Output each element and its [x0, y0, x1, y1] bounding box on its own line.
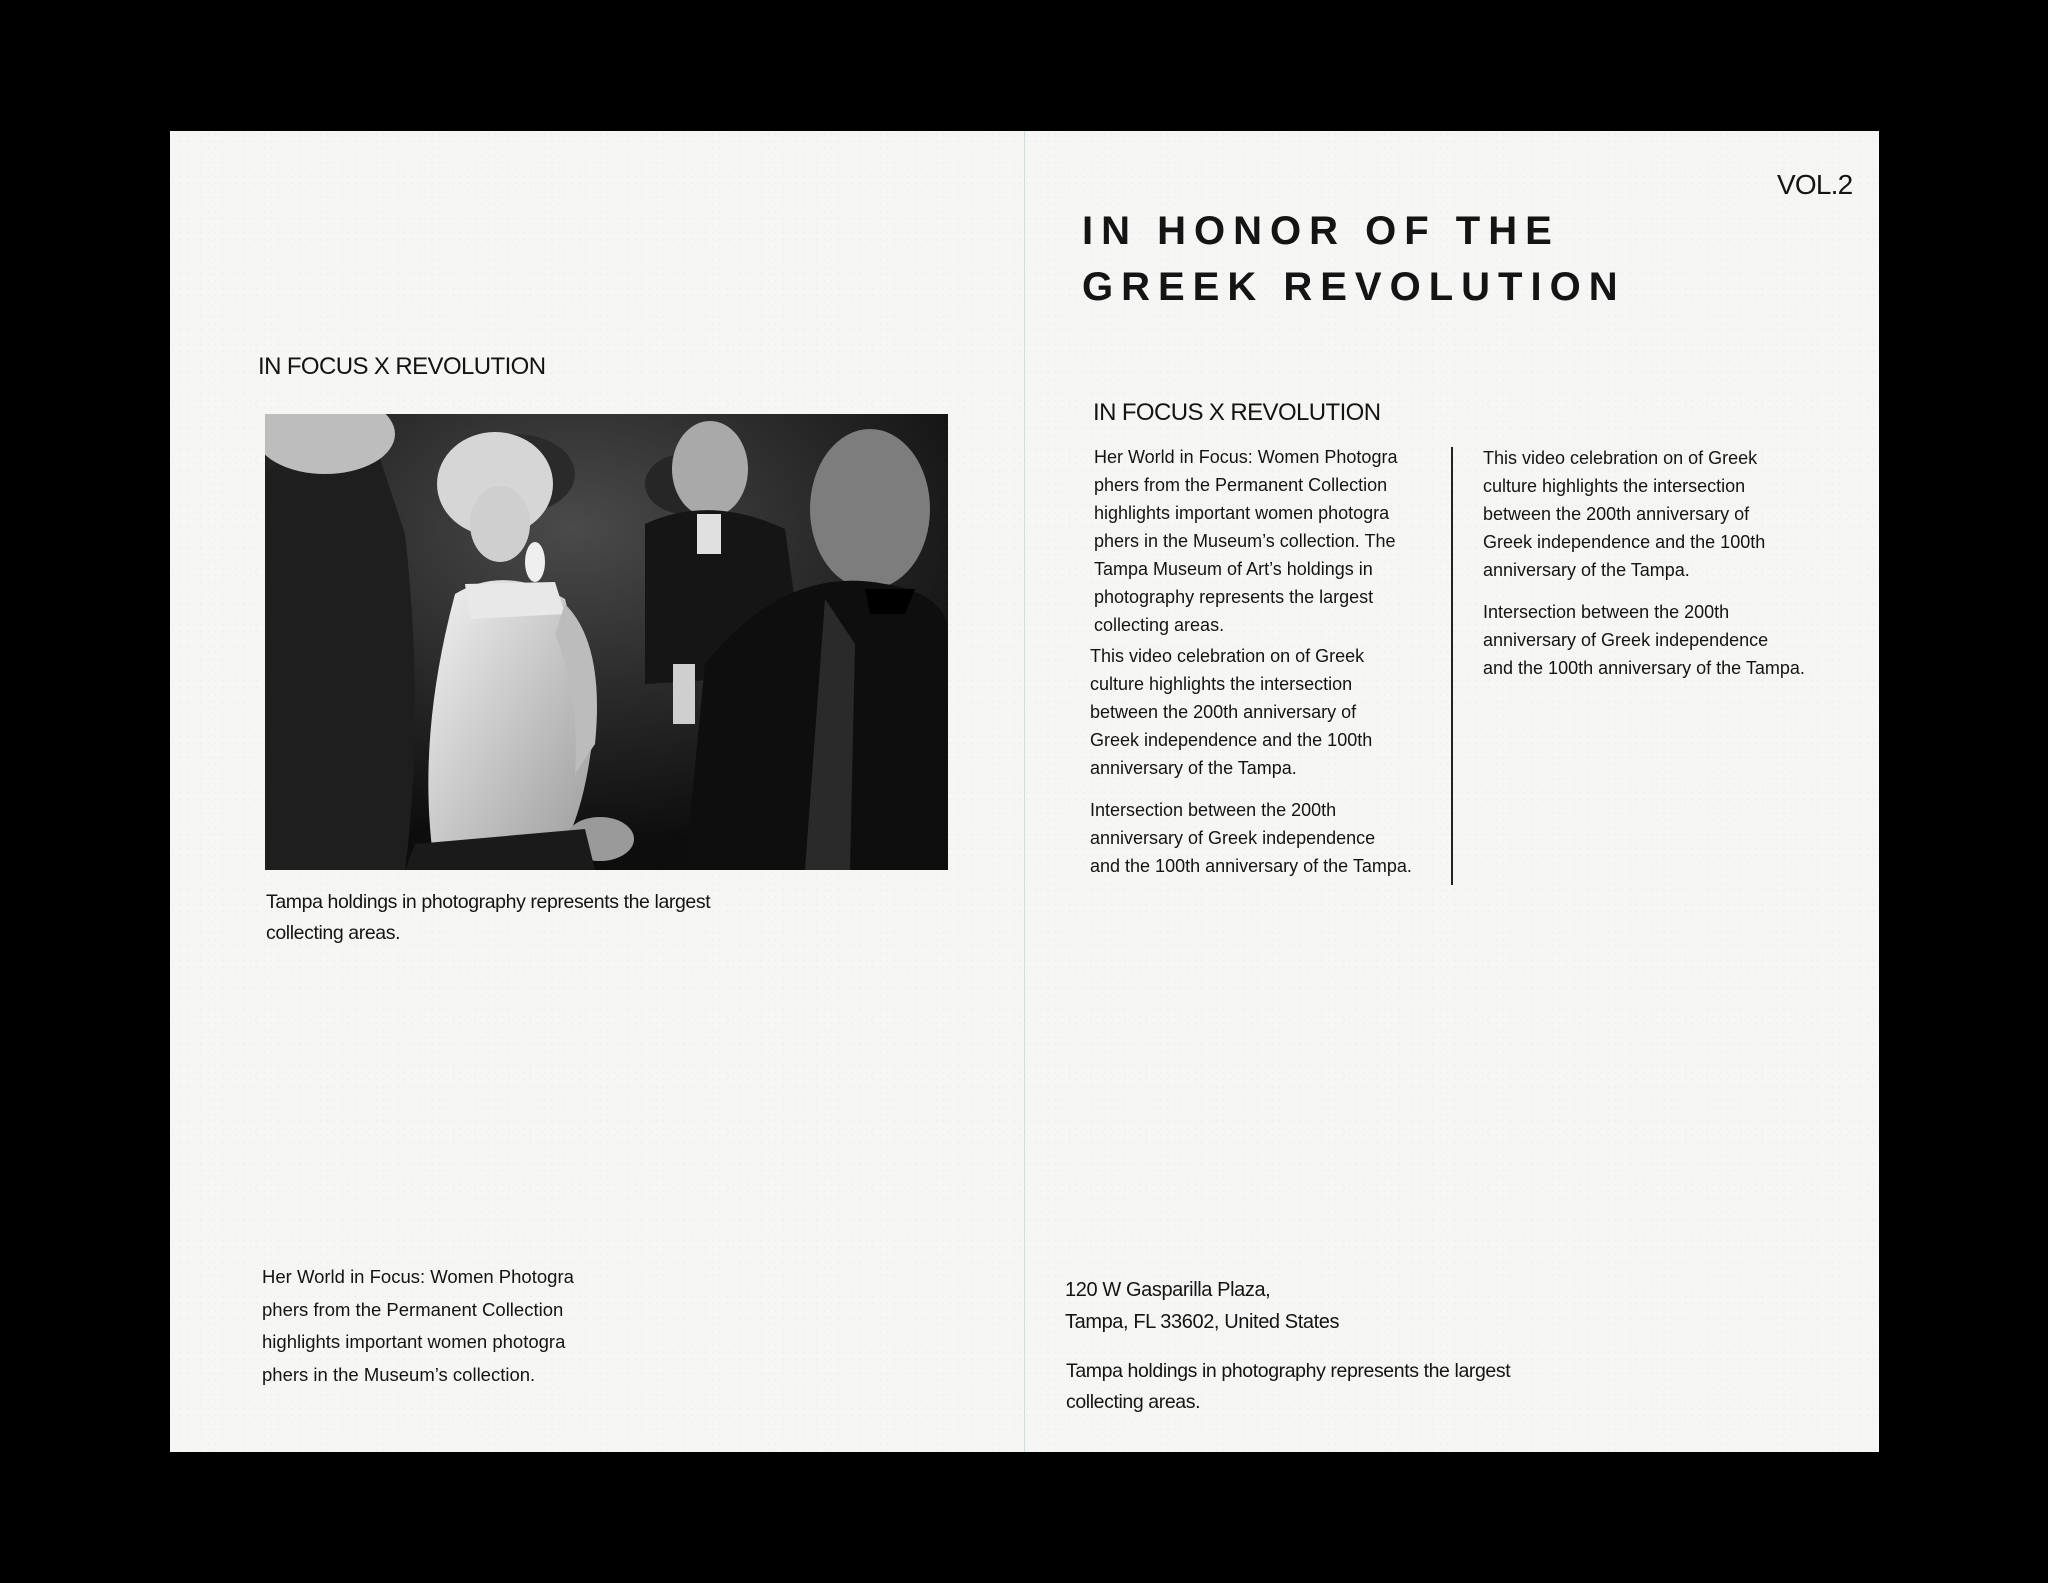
text-line: collecting areas. [1094, 615, 1225, 635]
text-line: and the 100th anniversary of the Tampa. [1090, 856, 1412, 876]
col1-intersection-paragraph [1090, 796, 1412, 880]
title-line: GREEK REVOLUTION [1082, 265, 1626, 309]
text-line: Greek independence and the 100th [1090, 730, 1373, 750]
text-line: highlights important women photogra [262, 1331, 566, 1352]
left-photo-caption: Tampa holdings in photography represents the largest collecting areas. [266, 891, 711, 944]
address-line: 120 W Gasparilla Plaza, [1065, 1279, 1271, 1301]
left-section-heading: IN FOCUS X REVOLUTION [258, 353, 546, 380]
text-line: phers in the Museum’s collection. [262, 1363, 536, 1385]
col1-intro-paragraph [1094, 443, 1397, 639]
col2-video-paragraph [1483, 444, 1765, 584]
address-line: Tampa, FL 33602, United States [1065, 1311, 1340, 1333]
text-line: Intersection between the 200th [1090, 800, 1337, 820]
volume-label: VOL.2 [1777, 169, 1853, 200]
page-title [1082, 203, 1626, 315]
event-photograph [265, 414, 948, 870]
page-fold-line [1024, 131, 1025, 1452]
col2-intersection-paragraph [1483, 598, 1805, 682]
left-bottom-paragraph [262, 1261, 642, 1391]
text-line: culture highlights the intersection [1090, 674, 1353, 694]
text-line: phers from the Permanent Collection [262, 1298, 564, 1320]
text-line: culture highlights the intersection [1483, 476, 1746, 496]
text-line: This video celebration on of Greek [1090, 646, 1365, 666]
text-line: phers from the Permanent Collection [1094, 475, 1388, 495]
text-line: between the 200th anniversary of [1090, 702, 1357, 722]
text-line: photography represents the largest [1094, 587, 1374, 607]
text-line: Greek independence and the 100th [1483, 532, 1766, 552]
text-line: and the 100th anniversary of the Tampa. [1483, 658, 1805, 678]
text-line: highlights important women photogra [1094, 503, 1390, 523]
text-line: Tampa Museum of Art’s holdings in [1094, 559, 1373, 579]
brochure-spread [170, 131, 1879, 1452]
text-line: anniversary of Greek independence [1483, 630, 1769, 650]
text-line: This video celebration on of Greek [1483, 448, 1758, 468]
right-section-heading: IN FOCUS X REVOLUTION [1093, 399, 1381, 426]
text-line: Her World in Focus: Women Photogra [262, 1266, 574, 1287]
right-caption: Tampa holdings in photography represents the largest collecting areas. [1066, 1360, 1511, 1413]
text-line: anniversary of Greek independence [1090, 828, 1376, 848]
text-line: Her World in Focus: Women Photogra [1094, 447, 1398, 467]
text-line: Intersection between the 200th [1483, 602, 1730, 622]
col1-video-paragraph [1090, 642, 1372, 782]
museum-address [1065, 1274, 1339, 1338]
text-line: between the 200th anniversary of [1483, 504, 1750, 524]
title-line: IN HONOR OF THE [1082, 209, 1560, 253]
text-line: anniversary of the Tampa. [1090, 758, 1297, 778]
text-line: phers in the Museum’s collection. The [1094, 531, 1396, 551]
column-divider [1451, 447, 1453, 885]
text-line: anniversary of the Tampa. [1483, 560, 1690, 580]
